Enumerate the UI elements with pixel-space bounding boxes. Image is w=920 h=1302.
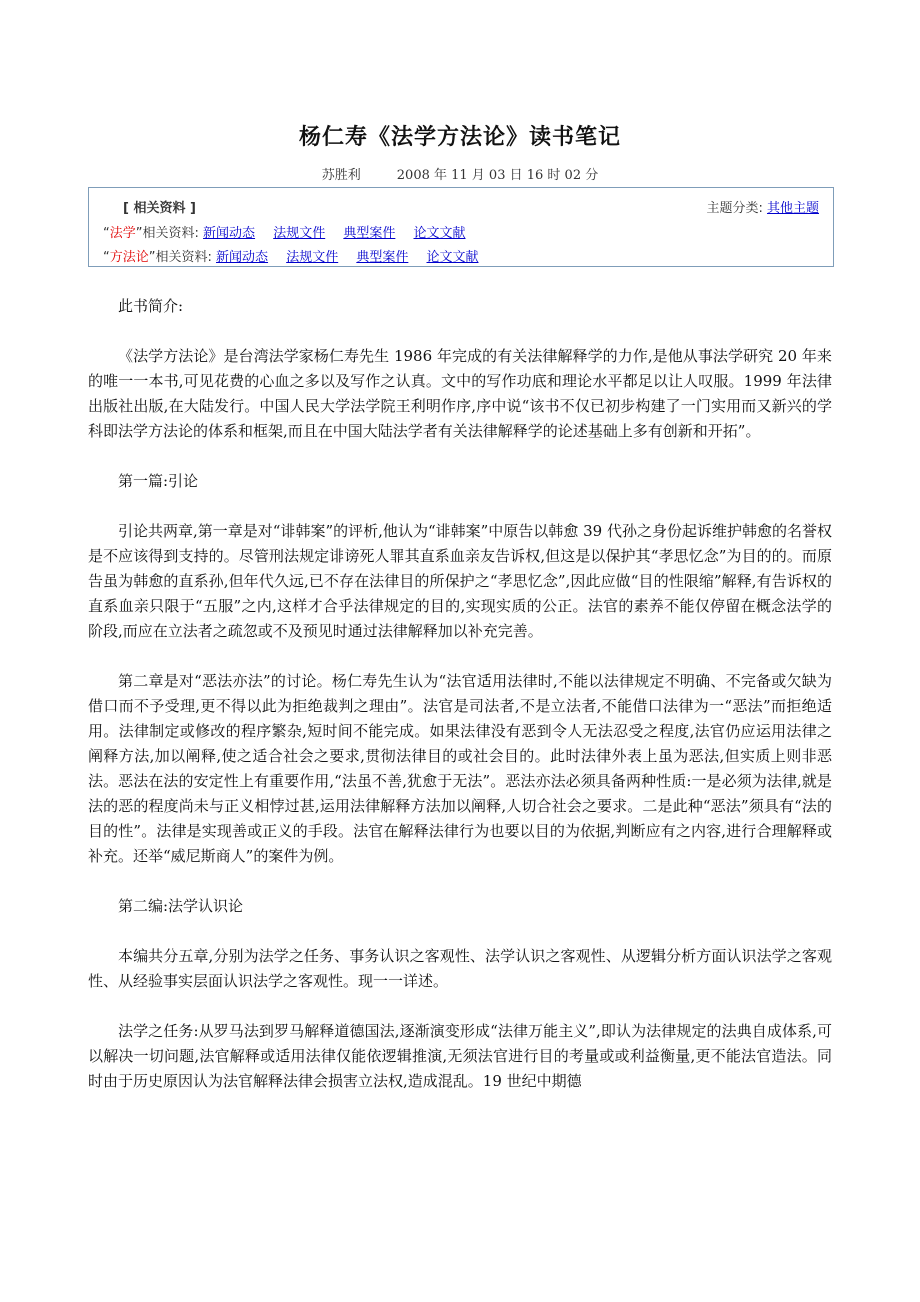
publish-date: 2008 年 11 月 03 日 16 时 02 分 [396, 168, 599, 183]
link-news[interactable]: 新闻动态 [203, 226, 256, 241]
related-materials-box [88, 187, 834, 267]
paragraph: 本编共分五章,分别为法学之任务、事务认识之客观性、法学认识之客观性、从逻辑分析方面认识法学之客观性、从经验事实层面认识法学之客观性。现一一详述。 [88, 947, 832, 990]
related-row-law [103, 222, 480, 241]
link-cases[interactable]: 典型案件 [343, 226, 396, 241]
link-news[interactable]: 新闻动态 [216, 250, 269, 265]
link-regulations[interactable]: 法规文件 [273, 226, 326, 241]
related-row-methodology [103, 246, 493, 265]
section-heading: 第二编:法学认识论 [118, 897, 244, 915]
page-title: 杨仁寿《法学方法论》读书笔记 [298, 125, 621, 150]
paragraph: 《法学方法论》是台湾法学家杨仁寿先生 1986 年完成的有关法律解释学的力作,是他从事法学研究 20 年来的唯一一本书,可见花费的心血之多以及写作之认真。文中的写作功底和理论水平都足以让人叹服。1999 年法律出版社出版,在大陆发行。中国人民大学法学院王利明作序,序中说“该书不仅已初步构建了一门实用而又新兴的学科即法学方法论的体系和框架,而且在中国大陆法学者有关法律解释学的论述基础上多有创新和开拓”。 [88, 347, 832, 440]
link-cases[interactable]: 典型案件 [356, 250, 409, 265]
article-body [88, 294, 832, 1119]
link-papers[interactable]: 论文文献 [413, 226, 466, 241]
open-quote: “ [103, 226, 110, 241]
topic-label: 主题分类: [706, 201, 763, 216]
topic-link[interactable]: 其他主题 [766, 201, 819, 216]
paragraph: 法学之任务:从罗马法到罗马解释道德国法,逐渐演变形成“法律万能主义”,即认为法律规定的法典自成体系,可以解决一切问题,法官解释或适用法律仅能依逻辑推演,无须法官进行目的考量或或利益衡量,更不能法官造法。同时由于历史原因认为法官解释法律会损害立法权,造成混乱。19 世纪中期德 [88, 1022, 832, 1090]
paragraph: 第二章是对“恶法亦法”的讨论。杨仁寿先生认为“法官适用法律时,不能以法律规定不明确、不完备或欠缺为借口而不予受理,更不得以此为拒绝裁判之理由”。法官是司法者,不是立法者,不能借口法律为一“恶法”而拒绝适用。法律制定或修改的程序繁杂,短时间不能完成。如果法律没有恶到令人无法忍受之程度,法官仍应运用法律之阐释方法,加以阐释,使之适合社会之要求,贯彻法律目的或社会目的。此时法律外表上虽为恶法,但实质上则非恶法。恶法在法的安定性上有重要作用,“法虽不善,犹愈于无法”。恶法亦法必须具备两种性质:一是必须为法律,就是法的恶的程度尚未与正义相悖过甚,运用法律解释方法加以阐释,人切合社会之要求。二是此种“恶法”须具有“法的目的性”。法律是实现善或正义的手段。法官在解释法律行为也要以目的为依据,判断应有之内容,进行合理解释或补充。还举“威尼斯商人”的案件为例。 [88, 672, 832, 865]
open-quote: “ [103, 250, 110, 265]
keyword-law: 法学 [109, 226, 136, 241]
section-heading: 第一篇:引论 [118, 472, 199, 490]
byline [0, 164, 920, 183]
author: 苏胜利 [321, 168, 361, 183]
link-regulations[interactable]: 法规文件 [286, 250, 339, 265]
link-papers[interactable]: 论文文献 [426, 250, 479, 265]
related-materials-header: [ 相关资料 ] [123, 201, 196, 216]
section-heading-intro: 此书简介: [118, 297, 184, 315]
keyword-methodology: 方法论 [109, 250, 149, 265]
related-suffix: ”相关资料: [135, 226, 199, 241]
paragraph: 引论共两章,第一章是对“诽韩案”的评析,他认为“诽韩案”中原告以韩愈 39 代孙之身份起诉维护韩愈的名誉权是不应该得到支持的。尽管刑法规定诽谤死人罪其直系血亲友告诉权,但这是以保护其“孝思忆念”为目的的。而原告虽为韩愈的直系孙,但年代久远,已不存在法律目的所保护之“孝思忆念”,因此应做“目的性限缩”解释,有告诉权的直系血亲只限于“五服”之内,这样才合乎法律规定的目的,实现实质的公正。法官的素养不能仅停留在概念法学的阶段,而应在立法者之疏忽或不及预见时通过法律解释加以补充完善。 [88, 522, 832, 640]
topic-category [706, 197, 819, 216]
related-suffix: ”相关资料: [148, 250, 212, 265]
